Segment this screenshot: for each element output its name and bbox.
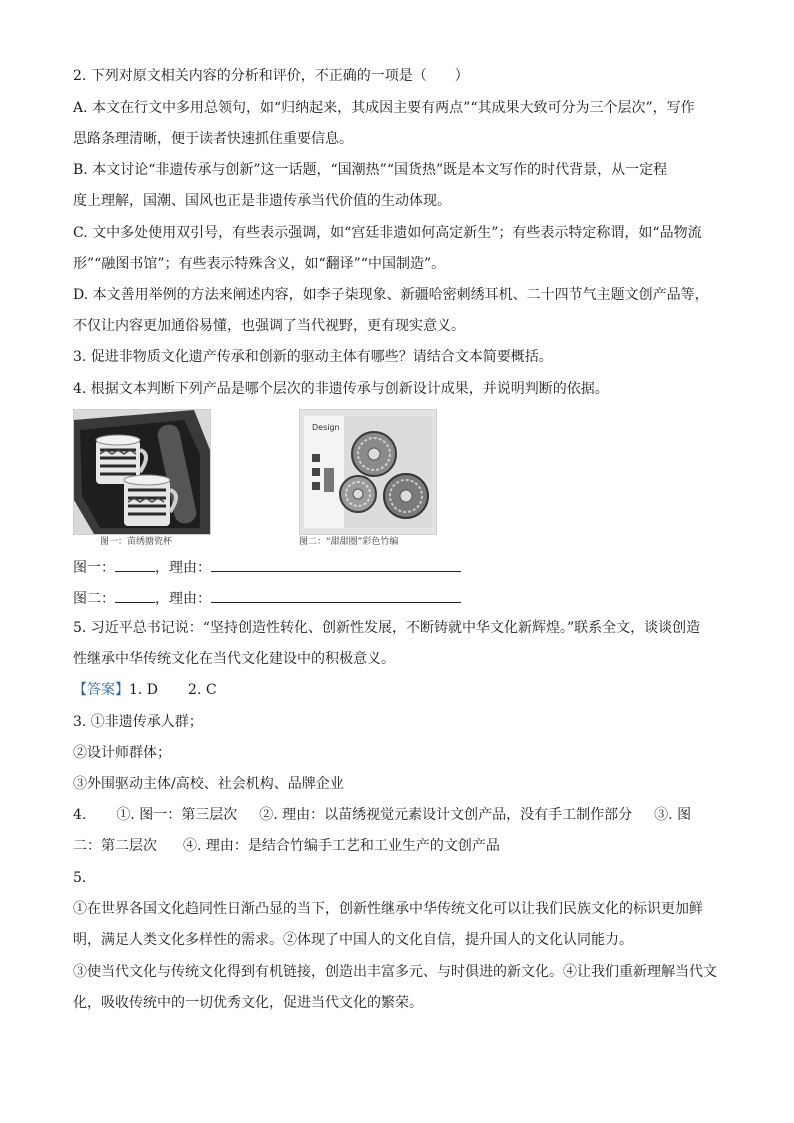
- question-2-stem: 2. 下列对原文相关内容的分析和评价，不正确的一项是（ ）: [73, 68, 469, 84]
- answer-3-line-1: 3. ①非遗传承人群；: [73, 714, 203, 730]
- answer-5-line-2: 明，满足人类文化多样性的需求。②体现了中国人的文化自信，提升国人的文化认同能力。: [73, 932, 633, 948]
- answer-4-part-3: ③. 图: [654, 807, 692, 823]
- figure-1-label: 图一：: [73, 560, 115, 576]
- figure-1-image: [73, 409, 211, 535]
- enamel-mugs-illustration: [74, 410, 210, 534]
- answer-4-line-1: [73, 806, 723, 824]
- option-b-line-2: 度上理解，国潮、国风也正是非遗传承当代价值的生动体现。: [73, 193, 451, 209]
- figure-1-reason-label: ，理由：: [155, 560, 211, 576]
- answer-3-line-3: ③外围驱动主体/高校、社会机构、品牌企业: [73, 776, 344, 792]
- question-5-stem-line-2: 性继承中华传统文化在当代文化建设中的积极意义。: [73, 651, 395, 667]
- question-5-stem-line-1: 5. 习近平总书记说：“坚持创造性转化、创新性发展，不断铸就中华文化新辉煌。”联系全文，谈谈创造: [73, 620, 701, 636]
- option-a-line-1: A. 本文在行文中多用总领句，如“归纳起来，其成因主要有两点”“其成果大致可分为三个层次”，写作: [73, 100, 695, 116]
- answer-4-part-1: ①. 图一：第三层次: [116, 807, 238, 823]
- figure-2-image: [299, 409, 437, 535]
- figure-1-answer-line: [73, 557, 723, 577]
- question-3-stem: 3. 促进非物质文化遗产传承和创新的驱动主体有哪些？请结合文本简要概括。: [73, 349, 553, 365]
- answer-5-line-4: 化，吸收传统中的一切优秀文化，促进当代文化的繁荣。: [73, 995, 423, 1011]
- answer-1: 1. D: [129, 682, 159, 698]
- figure-2-level-blank[interactable]: [115, 588, 155, 603]
- figure-2-label: 图二：: [73, 591, 115, 607]
- answer-5-line-3: ③使当代文化与传统文化得到有机链接，创造出丰富多元、与时俱进的新文化。④让我们重新理解当代文: [73, 964, 717, 980]
- answer-4-number: 4.: [73, 807, 87, 823]
- figure-2-sign-text: Design: [312, 423, 340, 432]
- option-c-line-2: 形”“融图书馆”；有些表示特殊含义，如“翻译”“中国制造”。: [73, 256, 446, 272]
- answer-4-part-4: 二：第二层次: [73, 838, 157, 854]
- figure-2-reason-blank[interactable]: [211, 588, 461, 603]
- option-b-line-1: B. 本文讨论“非遗传承与创新”这一话题，“国潮热”“国货热”既是本文写作的时代背景，从一定程: [73, 162, 668, 178]
- answer-4-line-2: [73, 837, 723, 855]
- option-d-line-2: 不仅让内容更加通俗易懂，也强调了当代视野，更有现实意义。: [73, 318, 465, 334]
- figure-1-level-blank[interactable]: [115, 557, 155, 572]
- figure-1-reason-blank[interactable]: [211, 557, 461, 572]
- answer-2: 2. C: [188, 682, 217, 698]
- answer-5-number: 5.: [73, 870, 87, 886]
- question-4-stem: 4. 根据文本判断下列产品是哪个层次的非遗传承与创新设计成果，并说明判断的依据。: [73, 381, 609, 397]
- figure-2-caption: 图二：“甜甜圈”彩色竹编: [299, 537, 399, 547]
- option-d-line-1: D. 本文善用举例的方法来阐述内容，如李子柒现象、新疆哈密刺绣耳机、二十四节气主题文创产品等，: [73, 287, 709, 303]
- answer-5-line-1: ①在世界各国文化趋同性日渐凸显的当下，创新性继承中华传统文化可以让我们民族文化的标识更加鲜: [73, 901, 703, 917]
- figure-2-reason-label: ，理由：: [155, 591, 211, 607]
- answer-4-part-5: ④. 理由：是结合竹编手工艺和工业生产的文创产品: [183, 838, 500, 854]
- option-c-line-1: C. 文中多处使用双引号，有些表示强调，如“宫廷非遗如何高定新生”；有些表示特定称谓，如“品物流: [73, 225, 702, 241]
- bamboo-weaving-illustration: [300, 410, 436, 534]
- answer-4-part-2: ②. 理由：以苗绣视觉元素设计文创产品，没有手工制作部分: [259, 807, 633, 823]
- answer-3-line-2: ②设计师群体；: [73, 745, 171, 761]
- answer-line-1-2: [73, 681, 723, 699]
- figure-2-answer-line: [73, 588, 723, 608]
- figure-1-caption: 图一：苗绣搪瓷杯: [100, 537, 173, 547]
- answer-tag: 【答案】: [73, 682, 129, 698]
- option-a-line-2: 思路条理清晰，便于读者快速抓住重要信息。: [73, 131, 353, 147]
